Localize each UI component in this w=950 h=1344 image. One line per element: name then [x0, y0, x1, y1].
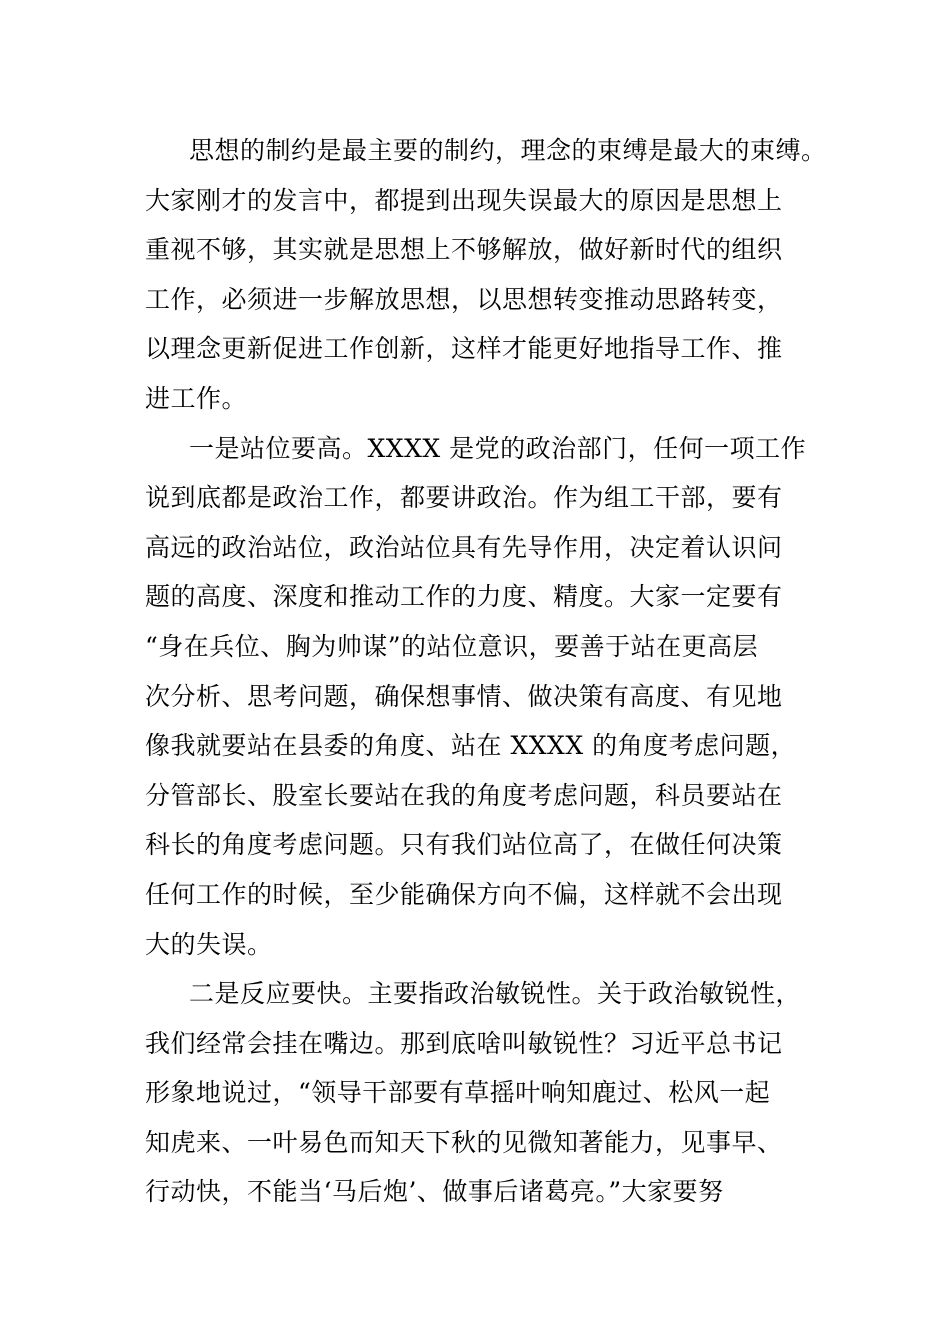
paragraph-line: 重视不够，其实就是思想上不够解放，做好新时代的组织: [145, 235, 783, 265]
body-text: [145, 126, 827, 1217]
paragraph-line: 一是站位要高。XXXX 是党的政治部门，任何一项工作: [189, 433, 807, 463]
paragraph-line: 分管部长、股室长要站在我的角度考虑问题，科员要站在: [145, 780, 783, 810]
paragraph-line: 说到底都是政治工作，都要讲政治。作为组工干部，要有: [145, 483, 783, 513]
paragraph-line: 形象地说过，“领导干部要有草摇叶响知鹿过、松风一起: [145, 1078, 771, 1108]
paragraph-line: 大家刚才的发言中，都提到出现失误最大的原因是思想上: [145, 185, 783, 215]
paragraph-line: 二是反应要快。主要指政治敏锐性。关于政治敏锐性，: [189, 979, 802, 1009]
paragraph-line: 思想的制约是最主要的制约，理念的束缚是最大的束缚。: [189, 136, 827, 165]
paragraph-line: 行动快，不能当‘马后炮’、做事后诸葛亮。”大家要努: [145, 1177, 724, 1207]
paragraph-line: 我们经常会挂在嘴边。那到底啥叫敏锐性？习近平总书记: [145, 1028, 783, 1058]
paragraph-line: “身在兵位、胸为帅谋”的站位意识，要善于站在更高层: [145, 631, 759, 661]
paragraph-line: 大的失误。: [145, 929, 273, 959]
paragraph-line: 科长的角度考虑问题。只有我们站位高了，在做任何决策: [145, 830, 783, 860]
paragraph-line: 进工作。: [145, 383, 248, 413]
paragraph-line: 任何工作的时候，至少能确保方向不偏，这样就不会出现: [145, 879, 783, 909]
paragraph-line: 知虎来、一叶易色而知天下秋的见微知著能力，见事早、: [145, 1127, 783, 1157]
paragraph-line: 工作，必须进一步解放思想，以思想转变推动思路转变，: [145, 284, 783, 314]
paragraph-line: 题的高度、深度和推动工作的力度、精度。大家一定要有: [145, 582, 783, 612]
paragraph-line: 像我就要站在县委的角度、站在 XXXX 的角度考虑问题，: [145, 731, 797, 761]
paragraph-line: 高远的政治站位，政治站位具有先导作用，决定着认识问: [145, 532, 783, 562]
paragraph-line: 以理念更新促进工作创新，这样才能更好地指导工作、推: [145, 334, 783, 364]
paragraph-line: 次分析、思考问题，确保想事情、做决策有高度、有见地: [145, 681, 783, 711]
